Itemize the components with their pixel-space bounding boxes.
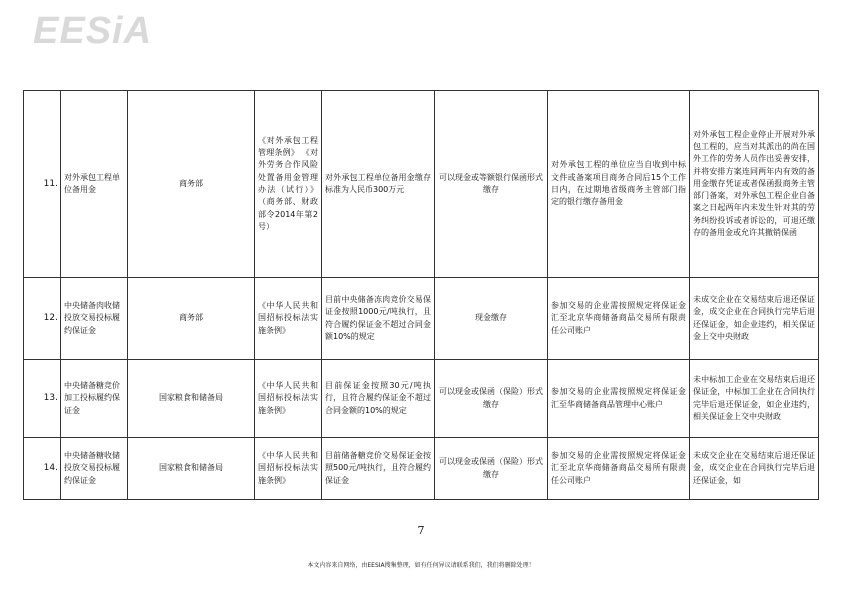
legal-basis: 《中华人民共和国招标投标法实施条例》 [255,278,322,360]
refund-rules: 未中标加工企业在交易结束后退还保证金，中标加工企业在合同执行完毕后退还保证金，如企业违约，相关保证金上交中央财政 [690,360,819,438]
deposit-name: 中央储备糖收储投放交易投标履约保证金 [61,438,128,500]
department: 国家粮食和储备局 [128,438,255,500]
department: 国家粮食和储备局 [128,360,255,438]
footer-disclaimer: 本文内容来自网络，由EESIA搜集整理，如有任何异议请联系我们，我们将删除处理！ [307,562,535,569]
payment-method: 对外承包工程的单位应当自收到中标文件或备案项目商务合同后15个工作日内，在过期地省级商务主管部门指定的银行缴存备用金 [548,91,690,278]
deposit-name: 中央储备肉收储投放交易投标履约保证金 [61,278,128,360]
eesia-logo: EESiA [33,10,153,52]
payment-form: 可以现金或保函（保险）形式缴存 [435,438,548,500]
refund-rules: 对外承包工程企业停止开展对外承包工程的，应当对其派出的尚在国外工作的劳务人员作出妥善安排，并将安排方案连同两年内有效的备用金缴存凭证或者保函报商务主管部门备案，对外承包工程企业自备案之日起两年内未发生针对其的劳务纠纷投诉或者诉讼的，可退还缴存的备用金或允许其撤销保函 [690,91,819,278]
page-number: 7 [417,524,425,537]
row-number: 12. [24,278,61,360]
table-row [24,438,819,500]
row-number: 11. [24,91,61,278]
row-number: 14. [24,438,61,500]
deposit-standard: 目前储备糖竞价交易保证金按照500元/吨执行，且符合履约保证金 [322,438,435,500]
department: 商务部 [128,91,255,278]
payment-method: 参加交易的企业需按照规定将保证金汇至华商储备商品管理中心账户 [548,360,690,438]
payment-form: 现金缴存 [435,278,548,360]
deposit-standard: 对外承包工程单位备用金缴存标准为人民币300万元 [322,91,435,278]
deposit-name: 对外承包工程单位备用金 [61,91,128,278]
table-row [24,360,819,438]
deposit-name: 中央储备糖竞价加工投标履约保证金 [61,360,128,438]
refund-rules: 未成交企业在交易结束后退还保证金，成交企业在合同执行完毕后退还保证金，如 [690,438,819,500]
department: 商务部 [128,278,255,360]
payment-form: 可以现金或等额银行保函形式缴存 [435,91,548,278]
table-row [24,278,819,360]
legal-basis: 《中华人民共和国招标投标法实施条例》 [255,438,322,500]
payment-method: 参加交易的企业需按照规定将保证金汇至北京华商储备商品交易所有限责任公司账户 [548,278,690,360]
payment-form: 可以现金或保函（保险）形式缴存 [435,360,548,438]
legal-basis: 《对外承包工程管理条例》 《对外劳务合作风险处置备用金管理办法（试行）》（商务部、财政部令2014年第2号） [255,91,322,278]
refund-rules: 未成交企业在交易结束后退还保证金，成交企业在合同执行完毕后退还保证金，如企业违约，相关保证金上交中央财政 [690,278,819,360]
deposit-standard: 目前保证金按照30元/吨执行，且符合履约保证金不超过合同金额的10%的规定 [322,360,435,438]
row-number: 13. [24,360,61,438]
deposit-table [23,90,819,500]
legal-basis: 《中华人民共和国招标投标法实施条例》 [255,360,322,438]
payment-method: 参加交易的企业需按照规定将保证金汇至北京华商储备商品交易所有限责任公司账户 [548,438,690,500]
table-row [24,91,819,278]
deposit-standard: 目前中央储备冻肉竞价交易保证金按照1000元/吨执行，且符合履约保证金不超过合同金额10%的规定 [322,278,435,360]
